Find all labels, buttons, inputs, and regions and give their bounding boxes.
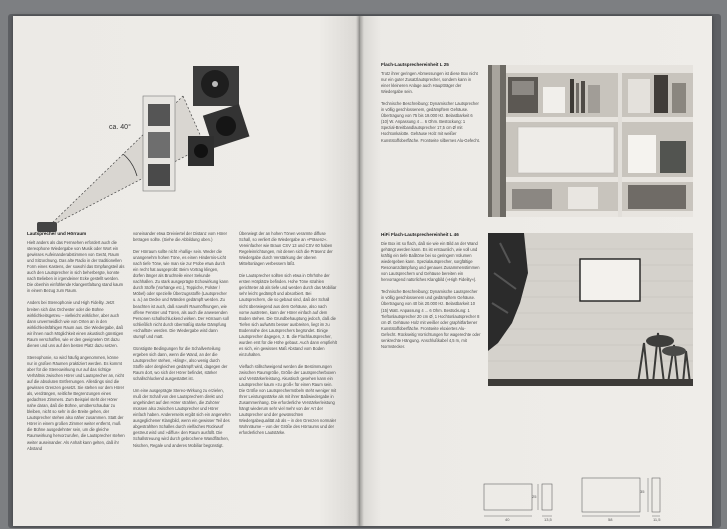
paragraph: Hielt anders als das Fernsehen erfordert auch die stereophone Wiedergabe von Musik oder Wort ein gewisses Aufeinanderabstimmen von Gerät, Raum und Sitzordnung. Das alte Radio in der traditionellen Form eines Kastens, der sowohl das Empfangsteil als auch den Lautsprecher in sich beherbergte, konnte nach Belieben in irgendeiner Ecke gestellt werden. Die obenhin einfühlende Klangentfaltung stand kaum in einem Bezug zum Raum. [27, 240, 125, 294]
center-fold [356, 16, 364, 526]
speaker-box-icon [143, 96, 175, 191]
wall-photo [488, 233, 693, 386]
paragraph: Günstigste Bedingungen für die Schallverteilung ergeben sich dann, wenn die Wand, an der die Lautsprecher stehen, »klingt«, also wenig durch Stoffe oder dergleichen gedämpft wird, dagegen der Raum dort, wo sich der Hörer befindet, stärker schallschluckend ausgestattet ist. [133, 345, 228, 382]
shelf-photo [488, 65, 693, 217]
l25-speaker-front [518, 127, 614, 173]
paragraph: voneinander etwa Dreiviertel der Distanz vom Hörer betragen sollte. (Siehe die Abbildung oben.) [133, 231, 227, 243]
l46-depth-label: 11,5 [653, 517, 661, 522]
record-player-icon [188, 66, 249, 166]
wall-photo-illustration [488, 233, 693, 386]
paragraph: Die Lautsprecher sollten sich etwa in Ohrhöhe der ersten Hörplätze befinden. Hohe Töne strahlen gerichteter ab als tiefe und werden durch das Mobiliar sehr leicht gedämpft und absorbiert. Bei Lautsprechern, die so gebaut sind, daß der Schall nicht überwiegend aus dem Gehäuse, also nach vorne austreten, kann der Hörer einfach auf dem Boden stehen. Die Grundbehauptung jedoch, daß die Tiefen sich aufwärts besser ausbreiten, liegt im zu Bodennahe des Lautsprechers begründet. Einige Lautsprecher dagegen, z. B. die Flachlautsprecher, wurden erst für die Höhe gebaut. Auch dann empfiehlt es sich, ein gewisses Maß Abstand vom Boden einzuhalten. [239, 273, 337, 357]
l25-heading: Flach-Lautsprechereinheit L 25 [381, 62, 449, 67]
text-column-2 [133, 231, 231, 516]
section-heading: Lautsprecher und Hörraum [27, 231, 87, 236]
left-page [13, 16, 360, 526]
speaker-placement-diagram [33, 36, 273, 241]
text-column-1 [27, 231, 125, 516]
paragraph: Vielfach stillschweigend werden die Bestimmungen zwischen Raumgröße, Größe der Lautsprecherboxen und Verstärkerleistung. Akustisch gesehen kann ein Lautsprecher kaum »zu groß« für einen Raum sein. Die Größe von Lautsprechermöbeln steht weniger mit Ihrer Leistungsstärke als mit ihrer Baßwiedergabe in Zusammenhang. Die erforderliche Verstärkerleistung hängt wiederum sehr viel mehr von der Art der Lautsprecher und der gewünschten Wiedergabequalität ab als – in den Grenzen normaler Wohnräume – von der Größe des Hörraums und der erforderlichen Lautstärke. [239, 363, 337, 436]
l46-tech-description: Technische Beschreibung: Dynamische Lautsprecher in völlig geschlossenem und gedämpftem Gehäuse. Übertragung von 40 bis 20.000 Hz. Belastbarkeit 10 (15) Watt. Anpassung 4 ... 6 Ohm. Bestückung: 1 Tieftonlautsprecher 20 cm Ø, 1 Hochtonlautsprecher 8 cm Ø. Gehäuse Holz mit weißer oder graphitfarbener Kunststoffoberfläche. Frontseite eloxiertes Alu-Gefecht. Rückseitig Vorrichtungen für wagerechte oder senkrechte Hängung. Anschlußkabel 4,5 m, mit Normstecker. [381, 289, 481, 349]
l46-height-label: 35 [640, 489, 645, 494]
l46-intro: Die Box ist so flach, daß sie wie ein Bild an der Wand gehängt werden kann. Es ist erstaunlich, wie voll und kräftig ein tiefe Baßtöne bei so geringem Volumen wiedergeben kann. Spezialautsprecher, sorgfältige Resonanzdämpfung und genaues Zusammenstimmen von Lautsprechern und Gehäuse bereiten ein hervorragend natürliches Klangbild (»High Fidelity«). [381, 241, 480, 283]
l46-dimension-drawing [582, 478, 660, 516]
l46-speaker-on-wall [580, 259, 640, 301]
l46-width-label: 58 [608, 517, 613, 522]
l25-depth-label: 13,5 [544, 517, 552, 522]
l25-tech-description: Technische Beschreibung: Dynamischer Lautsprecher in völlig geschlossenem, gedämpftem Gehäuse. Übertragung von 75 bis 19.000 Hz. Belastbarkeit 6 (10) W. Anpassung 4 ... 6 Ohm. Bestückung: 1 Spezial-Breitbandlautsprecher 17,5 cm Ø mit Hochtonkalotte. Gehäuse Holz mit weißer Kunststoffoberfläche. Frontseite silbernes Alu-Gefecht. [381, 101, 480, 143]
l46-heading: HiFi Flach-Lautsprechereinheit L 46 [381, 232, 459, 237]
angle-label: ca. 40° [109, 124, 131, 131]
dimension-drawings [472, 474, 697, 522]
listening-cone [47, 96, 205, 228]
l25-height-label: 25 [532, 494, 537, 499]
paragraph: Um eine ausgeprägte Stereo-Wirkung zu erzielen, muß der Schall von den Lautsprechern direkt und ungehindert auf den Hörer strahlen, die Zuhörer müssen also zwischen Lautsprecher und Hörer einfach haben. Andererseits ergibt sich ein angenehm ausgeglichener Klangbild, wenn ein gewisser Teil des abgestrahlten Schalles durch vielfaches Rückwurf gestreut wird und »diffus« den Raum ausfüllt. Die Schallstreuung wird durch gebrochene Wandflächen, Nischen, Regale und anderes Mobiliar begünstigt. [133, 388, 231, 448]
text-column-3 [239, 231, 337, 516]
paragraph: Überwiegt der an hohen Tönen verarmte diffuse Schall, so verliert die Wiedergabe an »Präsenz«. Vereinfacher wie Braun CSV 13 und CSV 60 haben Regeleinrichtungen, mit denen sich die Präsenz der Wiedergabe durch Verstärkung der oberen Mitteltonlagen verbessern läßt. [239, 231, 333, 267]
l46-text-block [381, 232, 481, 432]
paragraph: Der Hörraum sollte nicht »hallig« sein. Weder die unangenehm hohen Töne, es einen Hindernis-Licht nach tiefe Töne, wie man sie zur Probe etwa durch ein recht hat ausgeprobt: Beim Vortrag klingen, dürfen länger als Bruchteile einer Sekunde nachhallen. Zu stark ausgeprägte Echowirkung kann durch Stoffe (Vorhänge etc.), Teppiche, Polster / Möbel) oder spezielle Überzugsstoffe (Lautsprecher u. a.) an Decke und Wänden gedämpft werden. Zu beachten ist auch, daß sowohl Raumöffnungen, wie offene Fenster und Türen, als auch die anwesenden Personen schallschluckend wirken. Der Hörraum soll schließlich nicht durch übermäßig starke Dämpfung »schalltot« werden. Die Wiedergabe wird dann stumpf und matt. [133, 249, 229, 339]
l25-intro: Trotz ihrer geringen Abmessungen ist diese Box nicht nur ein guter Zusatzlautsprecher, sondern kann in einer kleineren Anlage auch Hauptträger der Wiedergabe sein. [381, 71, 478, 95]
paragraph: Anders bei Stereophonie und High Fidelity. Jetzt breiten sich das Orchester oder die Bühne wirklichkeitsgetreu – vielleicht wirklicher, aber auch dann unvermeidlich wie von Orten an in den wirklichkeitsfähigen Raum aus. Die Wiedergabe, daß wir ihnen nach Möglichkeit einen akustisch günstigen Raum verschaffen, wie er den geeigneten Ort dazu dienen und uns auf den besten Platz dazu setzen. [27, 300, 124, 348]
l25-text-block [381, 62, 481, 212]
l25-width-label: 40 [505, 517, 510, 522]
l25-dimension-drawing [484, 484, 552, 516]
paragraph: Stereophonie, so wird häufig angenommen, könne nur in großen Räumen praktiziert werden. Es kommt aber für die Stereowirkung nur auf das richtige Verhältnis zwischen Hörer und Lautsprecher an, nicht auf die absoluten Entfernungen. Allerdings sind die gewissen Grenzen gesetzt. Sie stehen vor dem Hörer als, verdrängen, seitliche Begrenzungen eines gedachten Zimmers. Zum Beispiel steht der Hörer nahe daran, daß die Bühne, umüberschaubar zu bleiben, nicht so sehr in die Breite gehen, der Lautsprecher stehen also näher zusammen. Statt der Hörer in einem großen Zimmer weiter entfernt, muß die Bühne ausgedehnter sein, um die gleiche Raumwirkung hervorzurufen, die Lautsprecher stehen weiter auseinander. Als Anhalt kann gelten, daß ihr Abstand [27, 354, 125, 451]
shelf-photo-illustration [488, 65, 693, 217]
